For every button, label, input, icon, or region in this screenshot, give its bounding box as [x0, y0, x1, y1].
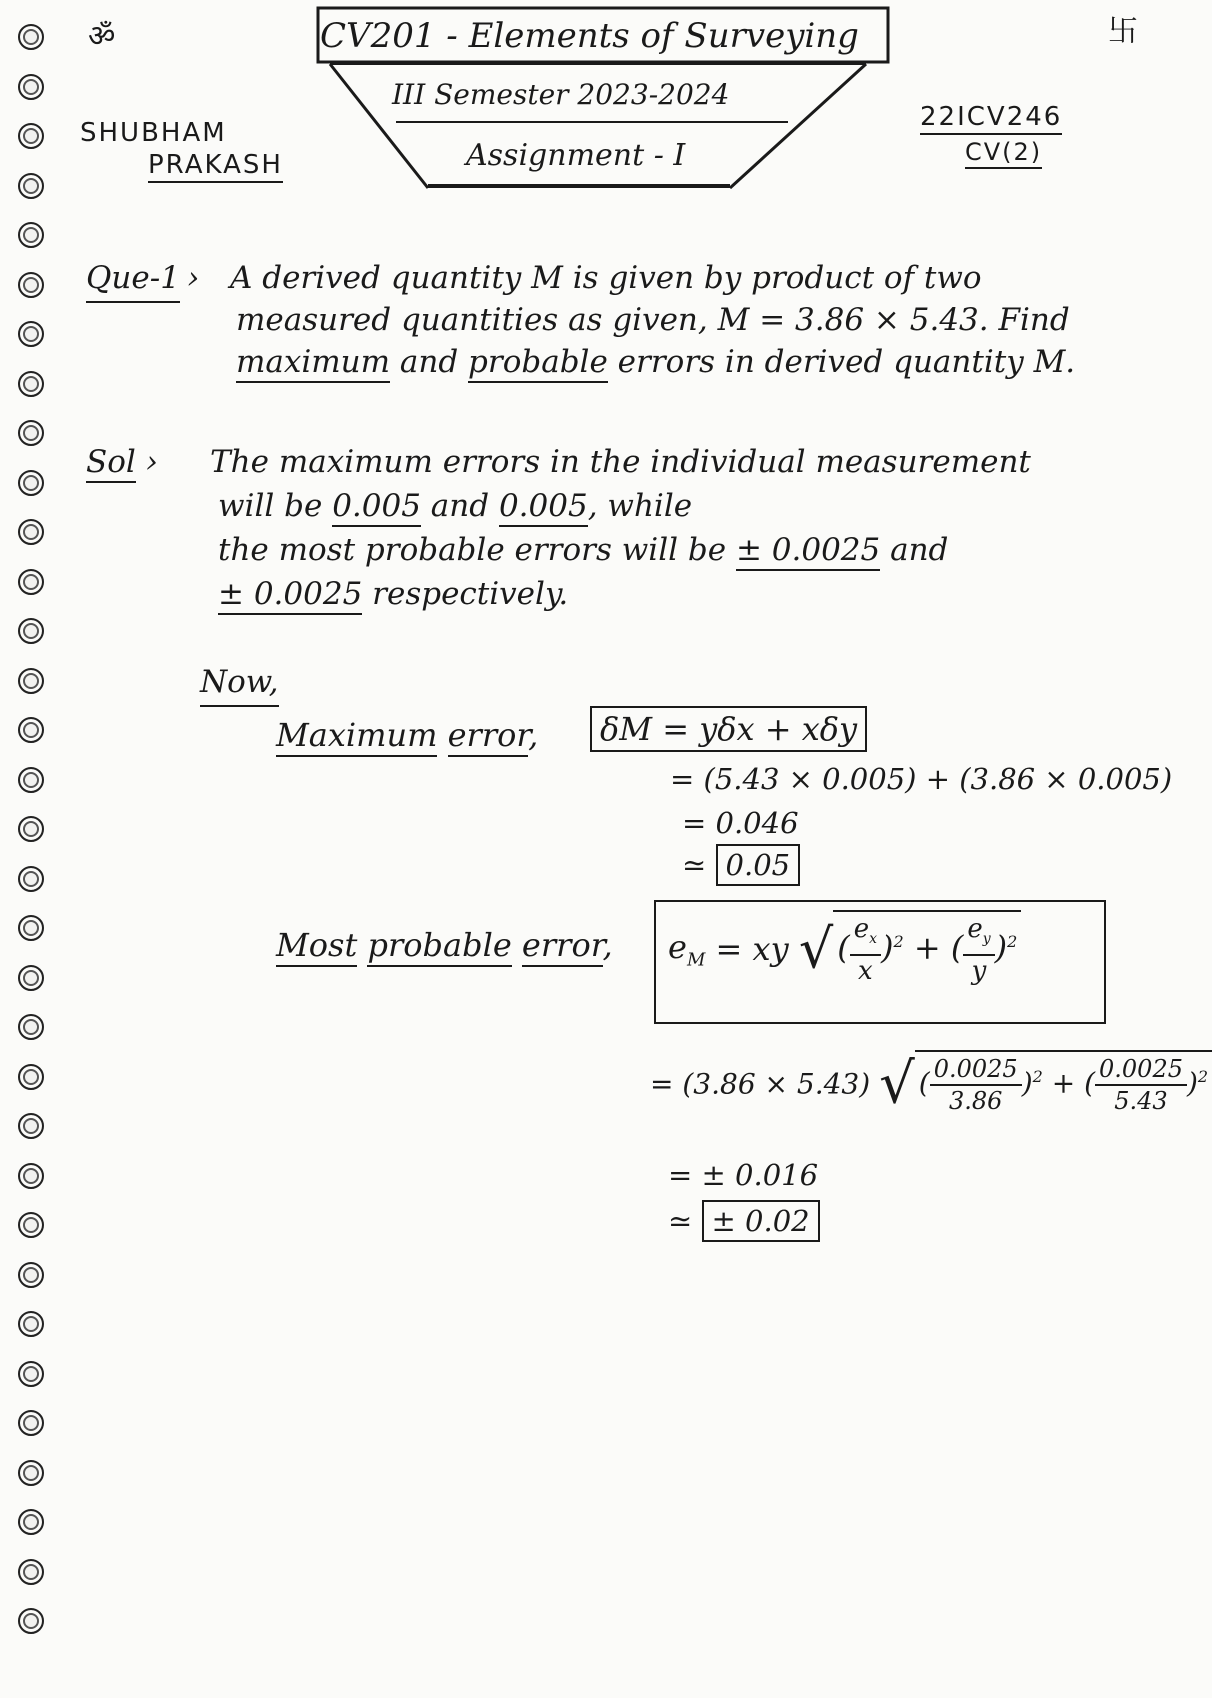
now-label: Now,	[200, 660, 279, 707]
question-line-3: maximum and probable errors in derived quantity M.	[236, 340, 1075, 384]
binding-hole	[18, 1262, 44, 1288]
question-label: Que-1	[86, 256, 180, 303]
prob-error-step-1: = (3.86 × 5.43) √( $\frac{0.0025}{3.86}$ )$^2$ + ( $\frac{0.0025}{5.43}$ )$^2$	[650, 1050, 1212, 1118]
max-error-formula: δM = yδx + xδy	[590, 706, 867, 752]
binding-hole	[18, 816, 44, 842]
binding-hole	[18, 767, 44, 793]
om-symbol: ॐ	[88, 19, 116, 54]
binding-hole	[18, 123, 44, 149]
binding-hole	[18, 866, 44, 892]
spiral-binding	[8, 0, 48, 1698]
binding-hole	[18, 1460, 44, 1486]
prob-error-result: ± 0.02	[702, 1200, 820, 1242]
binding-hole	[18, 569, 44, 595]
student-first-name: SHUBHAM	[80, 118, 227, 148]
binding-hole	[18, 1014, 44, 1040]
max-error-result-row: ≃ 0.05	[682, 848, 800, 882]
binding-hole	[18, 1608, 44, 1634]
binding-hole	[18, 965, 44, 991]
binding-hole	[18, 1212, 44, 1238]
prob-error-step-2: = ± 0.016	[668, 1158, 819, 1192]
binding-hole	[18, 1311, 44, 1337]
binding-hole	[18, 420, 44, 446]
question-line-2: measured quantities as given, M = 3.86 × 5.43. Find	[236, 302, 1070, 338]
binding-hole	[18, 1361, 44, 1387]
question-line-1: A derived quantity M is given by product of two	[230, 260, 982, 296]
keyword-maximum: maximum	[236, 344, 390, 383]
binding-hole	[18, 173, 44, 199]
binding-hole	[18, 272, 44, 298]
binding-hole	[18, 1064, 44, 1090]
binding-hole	[18, 470, 44, 496]
solution-line-1: The maximum errors in the individual measurement	[210, 444, 1031, 480]
binding-hole	[18, 519, 44, 545]
prob-error-label: Most probable error,	[276, 926, 613, 964]
binding-hole	[18, 222, 44, 248]
solution-line-3: the most probable errors will be ± 0.0025 and	[218, 528, 948, 572]
solution-line-4: ± 0.0025 respectively.	[218, 572, 568, 616]
solution-label: Sol ›	[86, 440, 158, 484]
solution-line-2: will be 0.005 and 0.005, while	[218, 484, 692, 528]
section-label: CV(2)	[965, 138, 1042, 169]
binding-hole	[18, 24, 44, 50]
semester-line: III Semester 2023-2024	[392, 78, 730, 111]
binding-hole	[18, 371, 44, 397]
roll-number: 22ICV246	[920, 102, 1062, 135]
prob-error-formula: $e_M$ = xy √( $\frac{e_x}{x}$ )$^2$ + ( $\frac{e_y}{y}$ )$^2$	[654, 900, 1106, 1024]
binding-hole	[18, 668, 44, 694]
max-error-result: 0.05	[716, 844, 801, 886]
binding-hole	[18, 1163, 44, 1189]
swastik-symbol: 卐	[1108, 14, 1138, 49]
binding-hole	[18, 915, 44, 941]
max-error-step-2: = 0.046	[682, 806, 799, 840]
binding-hole	[18, 1559, 44, 1585]
student-last-name: PRAKASH	[148, 150, 283, 183]
binding-hole	[18, 618, 44, 644]
binding-hole	[18, 1509, 44, 1535]
prob-error-result-row: ≃ ± 0.02	[668, 1204, 820, 1238]
binding-hole	[18, 74, 44, 100]
keyword-probable: probable	[468, 344, 608, 383]
binding-hole	[18, 1113, 44, 1139]
course-title: CV201 - Elements of Surveying	[320, 16, 859, 56]
binding-hole	[18, 717, 44, 743]
max-error-step-1: = (5.43 × 0.005) + (3.86 × 0.005)	[670, 762, 1173, 796]
binding-hole	[18, 1410, 44, 1436]
assignment-title: Assignment - I	[466, 138, 686, 173]
max-error-label: Maximum error,	[276, 716, 538, 754]
binding-hole	[18, 321, 44, 347]
